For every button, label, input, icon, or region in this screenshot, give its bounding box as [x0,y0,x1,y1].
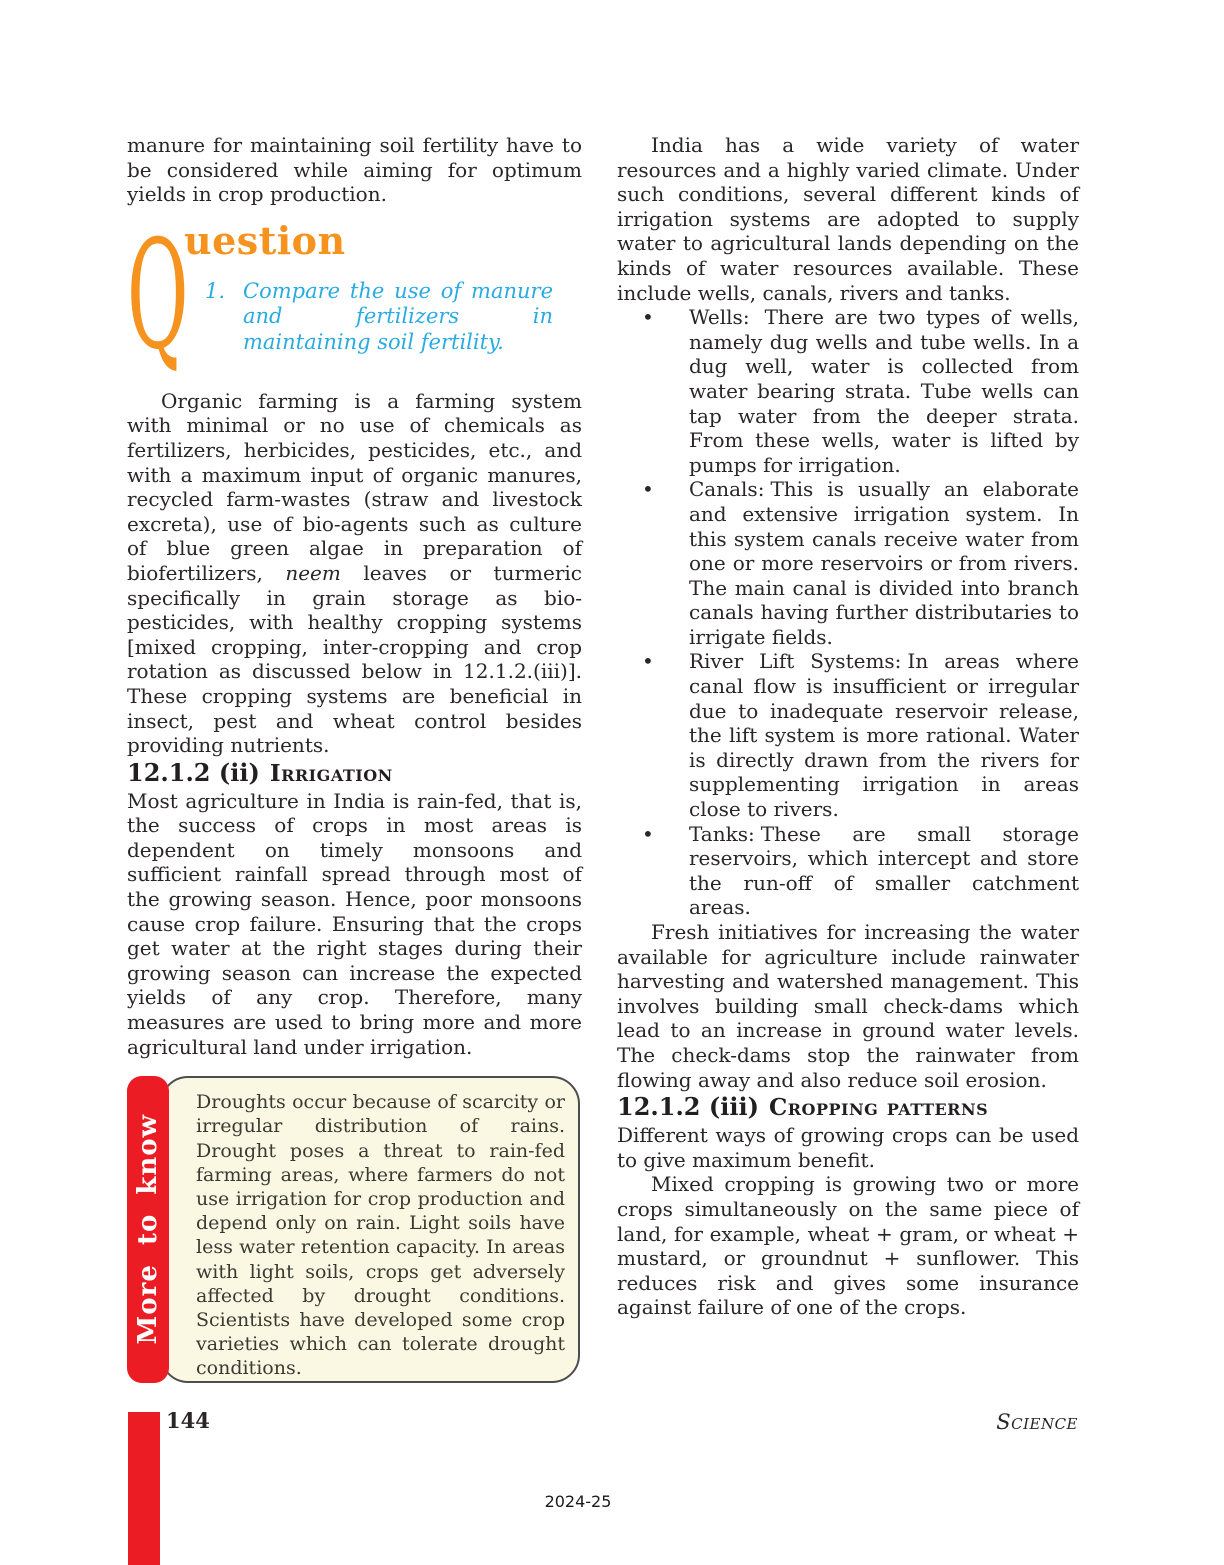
question-section [127,208,582,389]
list-item-wells-label: Wells: [689,305,750,330]
list-item-wells-text: There are two types of wells, namely dug wells and tube wells. In a dug well, water is collected from water bearing strata. Tube wells can tap water from the deeper strata. From these wells, water is lifted by pumps for irrigation. [689,305,1079,477]
question-heading: uestion [184,217,346,263]
paragraph-organic-after: leaves or turmeric specifically in grain storage as bio-pesticides, with healthy cropping systems [mixed cropping, inter-cropping and crop rotation as discussed below in 12.1.2.(iii)]. These cropping systems are beneficial in insect, pest and wheat control besides providing nutrients. [127,560,582,758]
more-to-know-label: More to know [133,1114,163,1345]
list-item-river-lift-label: River Lift Systems: [689,649,902,674]
question-item-text: Compare the use of manure and fertilizers in maintaining soil fertility. [243,278,553,354]
list-item-canals-text: This is usually an elaborate and extensive irrigation system. In this system canals receive water from one or more reservoirs or from rivers. The main canal is divided into branch canals having further distributaries to irrigate fields. [689,477,1079,649]
list-item-tanks [617,822,1079,920]
list-item-tanks-text: These are small storage reservoirs, which intercept and store the run-off of smaller catchment areas. [689,821,1079,920]
page-number: 144 [166,1408,210,1433]
bullet-icon: • [642,649,654,674]
footer-edition: 2024-25 [544,1492,612,1511]
heading-irrigation-title: Irrigation [269,759,393,787]
list-item-wells [617,305,1079,477]
paragraph-irrigation: Most agriculture in India is rain-fed, that is, the success of crops in most areas is dependent on timely monsoons and sufficient rainfall spread through most of the growing season. Hence, poor monsoons cause crop failure. Ensuring that the crops get water at the right stages during their growing season can increase the expected yields of any crop. Therefore, many measures are used to bring more and more agricultural land under irrigation. [127,788,582,1059]
bullet-icon: • [642,821,654,846]
question-item [205,279,553,356]
footer-red-bar [128,1412,160,1565]
paragraph-different-ways: Different ways of growing crops can be used to give maximum benefit. [617,1123,1079,1172]
bullet-icon: • [642,477,654,502]
heading-cropping-number: 12.1.2 (iii) [617,1092,759,1122]
footer-journal-title: Science [996,1410,1078,1434]
bullet-icon: • [642,305,654,330]
paragraph-organic-before: Organic farming is a farming system with minimal or no use of chemicals as fertilizers, herbicides, pesticides, etc., and with a maximum input of organic manures, recycled farm-wastes (straw and livestock excreta), use of bio-agents such as culture of blue green algae in preparation of biofertilizers, [127,388,582,585]
heading-irrigation-number: 12.1.2 (ii) [127,757,260,787]
heading-irrigation [127,758,582,789]
list-item-canals-label: Canals: [689,477,765,502]
list-item-canals [617,477,1079,649]
paragraph-india-water: India has a wide variety of water resources and a highly varied climate. Under such conditions, several different kinds of irrigation systems are adopted to supply water to agricultural lands depending on the kinds of water resources available. These include wells, canals, rivers and tanks. [617,133,1079,305]
list-item-river-lift [617,649,1079,821]
more-to-know-content-box [160,1076,580,1383]
more-to-know-tab [127,1076,169,1383]
paragraph-fresh-initiatives: Fresh initiatives for increasing the water available for agriculture include rainwater harvesting and watershed management. This involves building small check-dams which lead to an increase in ground water levels. The check-dams stop the rainwater from flowing away and also reduce soil erosion. [617,920,1079,1092]
left-column [127,133,582,1383]
right-column [617,133,1079,1320]
question-item-number: 1. [205,278,226,303]
paragraph-manure: manure for maintaining soil fertility have to be considered while aiming for optimum yields in crop production. [127,133,582,207]
italic-term-neem: neem [285,560,341,585]
irrigation-systems-list [617,305,1079,920]
paragraph-organic-farming [127,389,582,758]
list-item-river-lift-text: In areas where canal flow is insufficient or irregular due to inadequate reservoir release, the lift system is more rational. Water is directly drawn from the rivers for supplementing irrigation in areas close to rivers. [689,649,1079,822]
heading-cropping-title: Cropping patterns [768,1094,989,1122]
paragraph-mixed-cropping: Mixed cropping is growing two or more crops simultaneously on the same piece of land, for example, wheat + gram, or wheat + mustard, or groundnut + sunflower. This reduces risk and gives some insurance against failure of one of the crops. [617,1172,1079,1320]
more-to-know-box [127,1076,582,1383]
more-to-know-text: Droughts occur because of scarcity or irregular distribution of rains. Drought poses a threat to rain-fed farming areas, where farmers do not use irrigation for crop production and depend only on rain. Light soils have less water retention capacity. In areas with light soils, crops get adversely affected by drought conditions. Scientists have developed some crop varieties which can tolerate drought conditions. [196,1091,565,1380]
question-dropcap: Q [127,208,189,383]
heading-cropping-patterns [617,1092,1079,1123]
list-item-tanks-label: Tanks: [689,821,755,846]
